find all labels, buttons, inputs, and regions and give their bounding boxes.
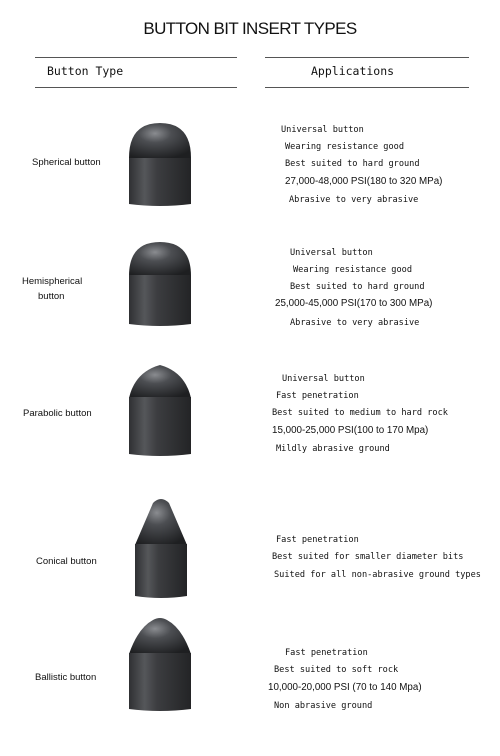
application-line: Fast penetration bbox=[276, 535, 359, 545]
application-line: Fast penetration bbox=[285, 648, 368, 658]
application-line: Best suited to hard ground bbox=[290, 282, 425, 292]
application-line: 10,000-20,000 PSI (70 to 140 Mpa) bbox=[268, 682, 422, 693]
application-line: Non abrasive ground bbox=[274, 701, 373, 711]
application-line: Best suited for smaller diameter bits bbox=[272, 552, 464, 562]
spherical-button-image bbox=[125, 118, 195, 208]
application-line: Universal button bbox=[282, 374, 365, 384]
application-line: Abrasive to very abrasive bbox=[289, 195, 419, 205]
application-line: Universal button bbox=[290, 248, 373, 258]
application-line: Mildly abrasive ground bbox=[276, 444, 390, 454]
application-line: 27,000-48,000 PSI(180 to 320 MPa) bbox=[285, 176, 443, 187]
application-line: Wearing resistance good bbox=[285, 142, 404, 152]
application-line: Best suited to hard ground bbox=[285, 159, 420, 169]
page-title: BUTTON BIT INSERT TYPES bbox=[143, 19, 357, 38]
button-type-name: Conical button bbox=[36, 556, 97, 567]
application-line: Abrasive to very abrasive bbox=[290, 318, 420, 328]
application-line: Wearing resistance good bbox=[293, 265, 412, 275]
button-type-name: Hemispherical bbox=[22, 276, 83, 287]
header-rule-left-top bbox=[35, 57, 237, 58]
ballistic-button-image bbox=[126, 616, 194, 714]
header-rule-right-bottom bbox=[265, 87, 469, 88]
column-header-applications: Applications bbox=[311, 64, 395, 78]
button-type-name: Ballistic button bbox=[35, 672, 97, 683]
hemispherical-button-image bbox=[125, 240, 195, 330]
application-line: Universal button bbox=[281, 125, 364, 135]
button-type-name: Spherical button bbox=[32, 157, 101, 168]
button-type-name: Parabolic button bbox=[23, 408, 92, 419]
application-line: Best suited to soft rock bbox=[274, 665, 399, 675]
header-rule-left-bottom bbox=[35, 87, 237, 88]
parabolic-button-image bbox=[125, 362, 195, 460]
conical-button-image bbox=[133, 497, 189, 601]
application-line: Fast penetration bbox=[276, 391, 359, 401]
application-line: Best suited to medium to hard rock bbox=[272, 408, 448, 418]
application-line: Suited for all non-abrasive ground types bbox=[274, 570, 481, 580]
header-rule-right-top bbox=[265, 57, 469, 58]
button-type-name: button bbox=[38, 291, 65, 302]
application-line: 15,000-25,000 PSI(100 to 170 Mpa) bbox=[272, 425, 429, 436]
column-header-button-type: Button Type bbox=[47, 64, 124, 78]
application-line: 25,000-45,000 PSI(170 to 300 MPa) bbox=[275, 298, 433, 309]
